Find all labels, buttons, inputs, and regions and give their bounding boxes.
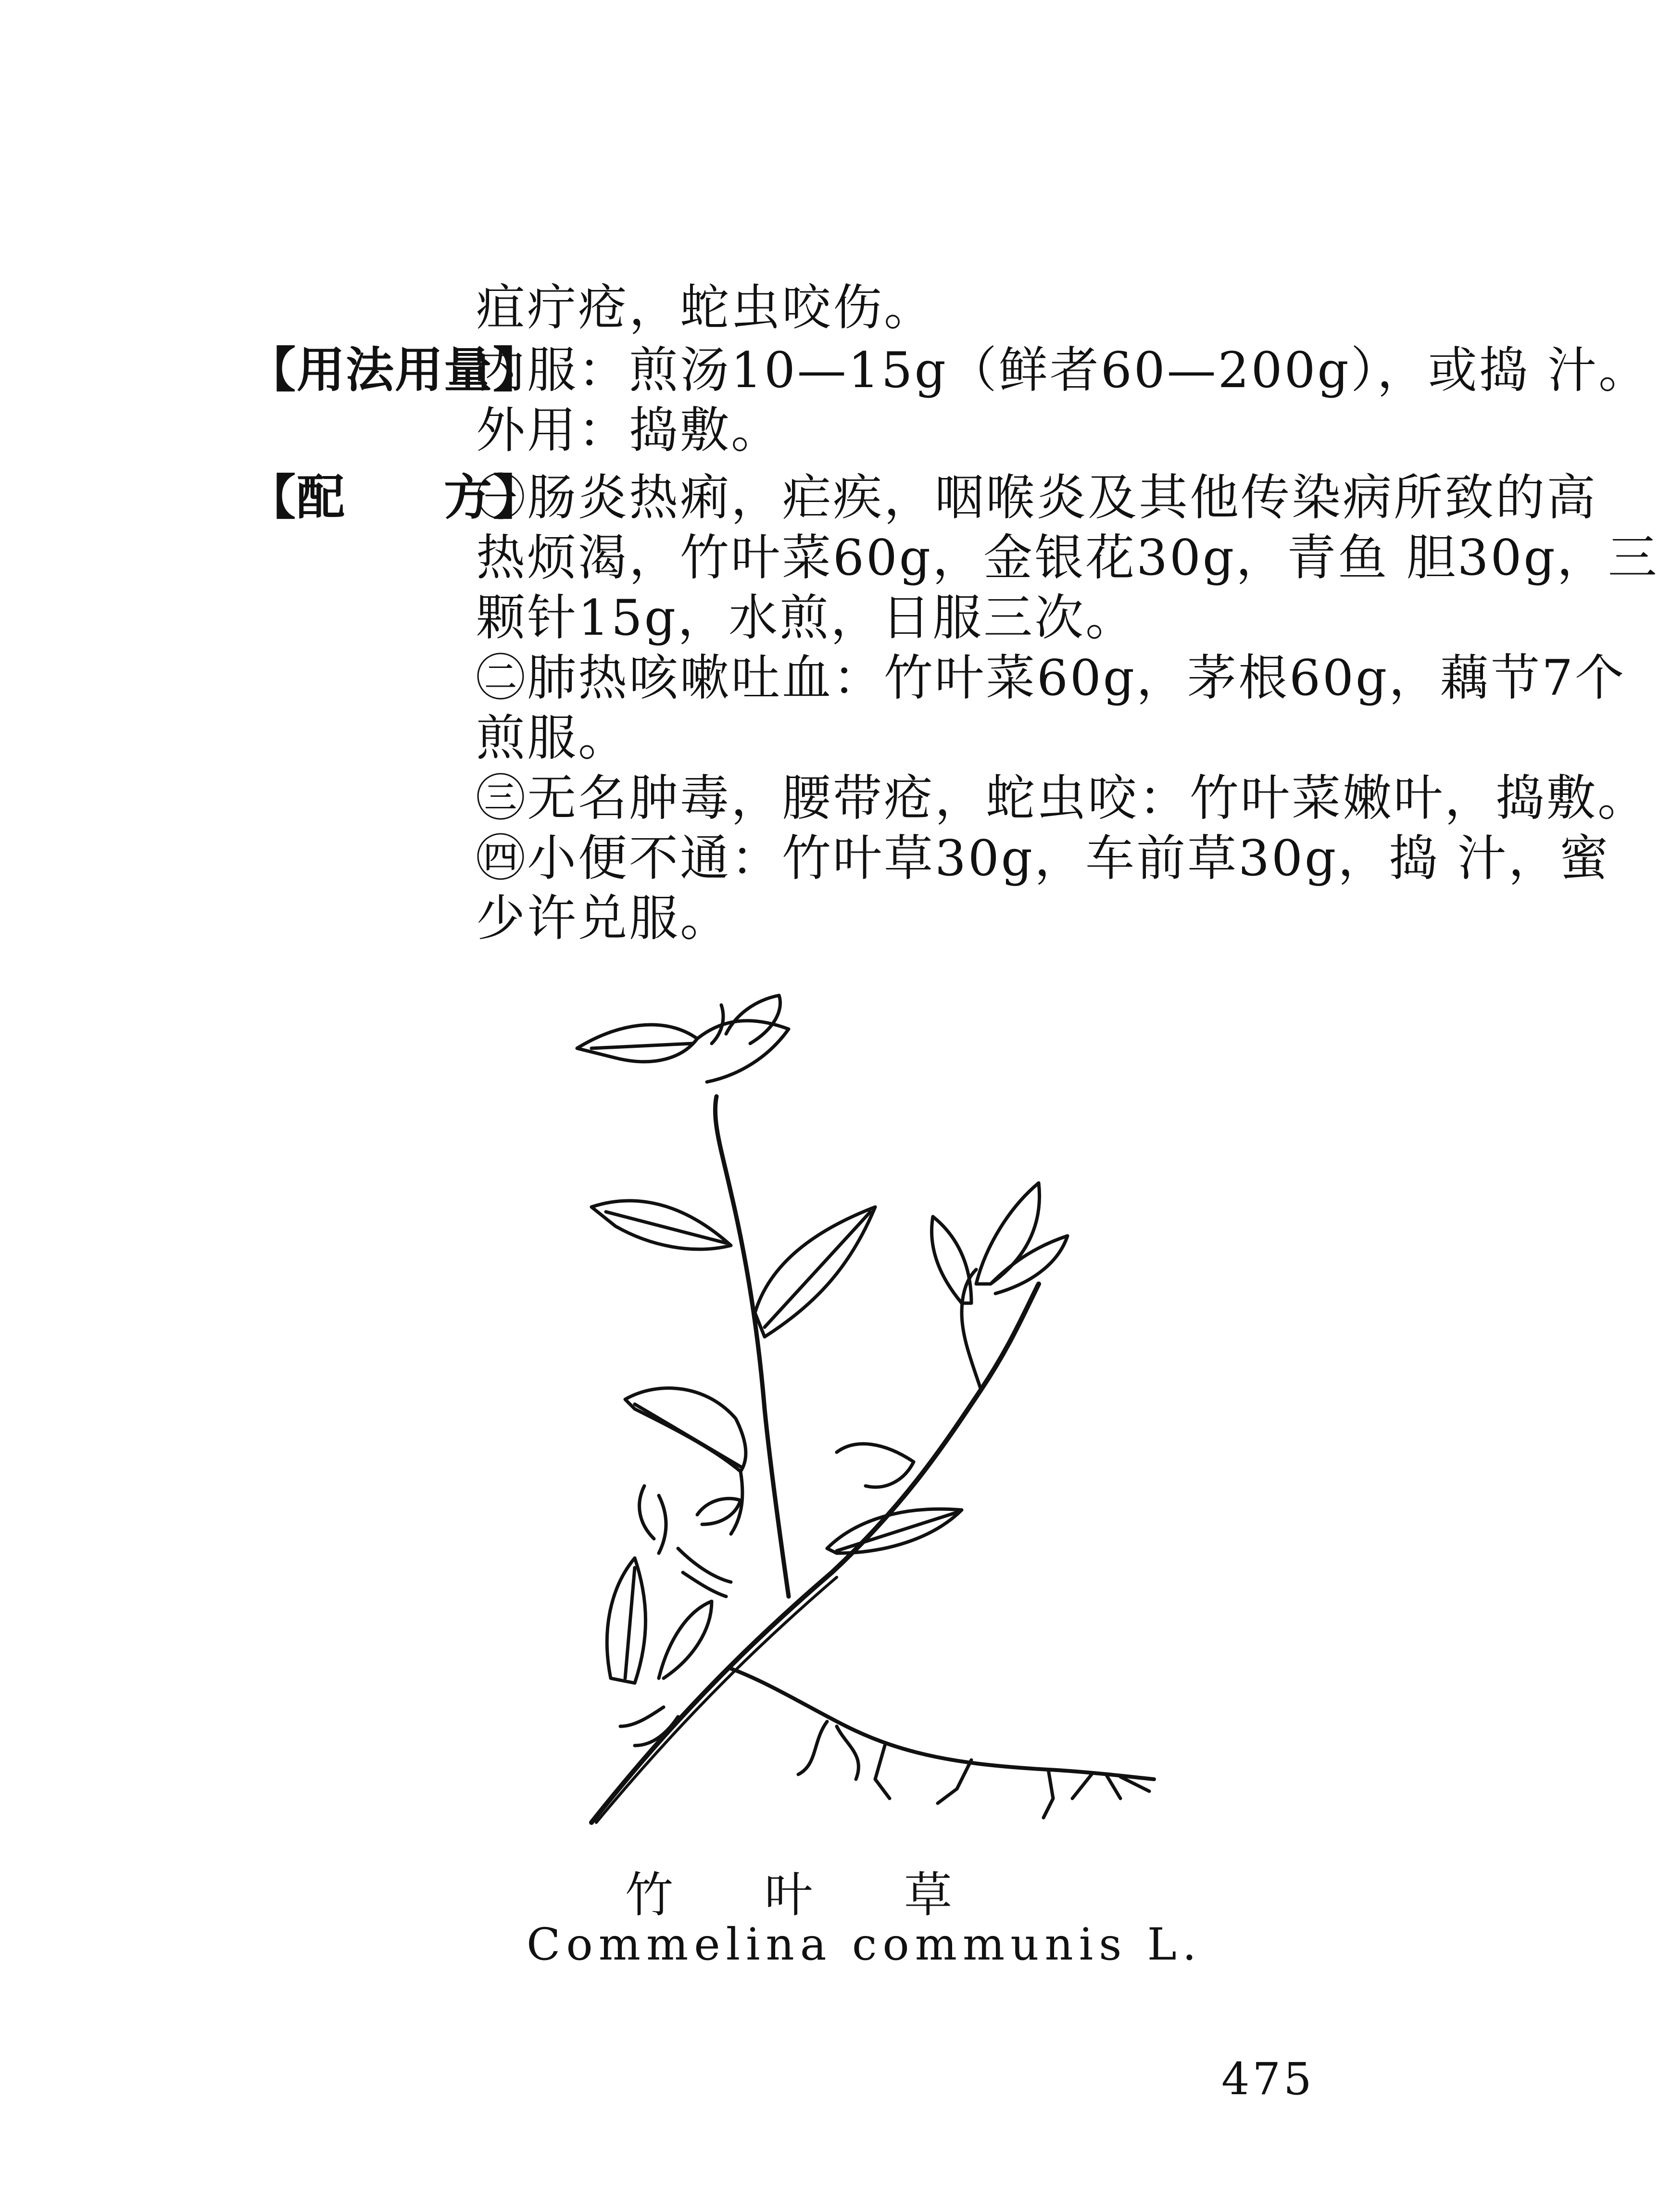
page-number: 475 [1221,2053,1315,2105]
formula-label: 【配 方】 [248,469,542,526]
usage-line-2: 外用：捣敷。 [476,402,782,459]
formula-line-6: ㊂无名肿毒，腰带疮，蛇虫咬：竹叶菜嫩叶，捣敷。 [476,770,1648,827]
caption-chinese-name: 竹叶草 [625,1867,1043,1923]
plant-illustration-icon [539,976,1173,1842]
formula-line-1: ㊀肠炎热痢，疟疾，咽喉炎及其他传染病所致的高 [476,469,1597,527]
usage-label: 【用法用量】 [248,342,542,398]
caption-latin-name: Commelina communis L. [527,1919,1203,1970]
usage-line-1: 内服：煎汤10—15g（鲜者60—200g），或捣 汁。 [476,342,1650,399]
formula-line-8: 少许兑服。 [476,890,731,947]
formula-line-7: ㊃小便不通：竹叶草30g，车前草30g，捣 汁，蜜 [476,830,1610,887]
formula-line-2: 热烦渴，竹叶菜60g，金银花30g，青鱼 胆30g，三 [476,529,1659,587]
formula-line-3: 颗针15g，水煎，日服三次。 [476,590,1137,647]
continuation-text: 疽疔疮，蛇虫咬伤。 [476,279,935,337]
formula-line-4: ㊁肺热咳嗽吐血：竹叶菜60g，茅根60g，藕节7个 [476,650,1626,707]
formula-line-5: 煎服。 [476,710,629,767]
